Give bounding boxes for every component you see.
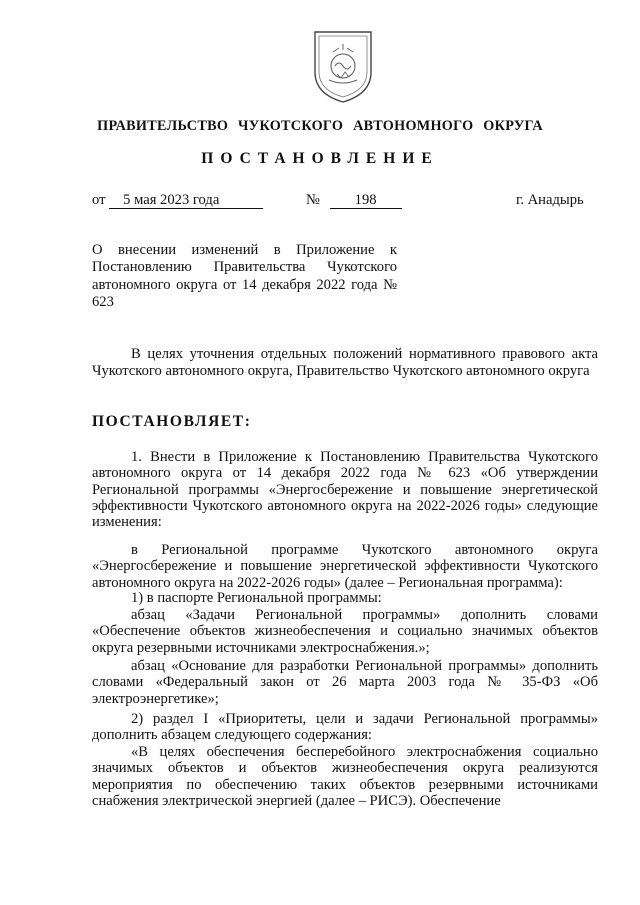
document-subject: О внесении изменений в Приложение к Постановлению Правительства Чукотского автономного округа от 14 декабря 2022 года № 623 — [92, 242, 397, 311]
preamble-paragraph: В целях уточнения отдельных положений нормативного правового акта Чукотского автономного округа, Правительство Чукотского автономного округа — [92, 346, 598, 379]
number-value: 198 — [330, 192, 402, 209]
document-date — [92, 191, 263, 209]
body-paragraph-3: 1) в паспорте Региональной программы: — [131, 590, 382, 606]
resolve-heading: ПОСТАНОВЛЯЕТ: — [92, 413, 252, 430]
document-type-title: ПОСТАНОВЛЕНИЕ — [201, 150, 439, 167]
body-paragraph-1: 1. Внести в Приложение к Постановлению Правительства Чукотского автономного округа от 14 декабря 2022 года № 623 «Об утверждении Региональной программы «Энергосбережение и повышение энергетической эффективности Чукотского автономного округа на 2022-2026 годы» следующие изменения: — [92, 449, 598, 531]
document-number — [306, 191, 402, 209]
date-value: 5 мая 2023 года — [109, 192, 263, 209]
government-title: ПРАВИТЕЛЬСТВО ЧУКОТСКОГО АВТОНОМНОГО ОКРУГА — [97, 118, 543, 134]
body-paragraph-6: 2) раздел I «Приоритеты, цели и задачи Региональной программы» дополнить абзацем следующего содержания: — [92, 711, 598, 744]
number-label: № — [306, 192, 320, 208]
date-prefix: от — [92, 192, 106, 208]
body-paragraph-2: в Региональной программе Чукотского автономного округа «Энергосбережение и повышение энергетической эффективности Чукотского автономного округа на 2022-2026 годы» (далее – Региональная программа): — [92, 542, 598, 591]
body-paragraph-5: абзац «Основание для разработки Региональной программы» дополнить словами «Федеральный закон от 26 марта 2003 года № 35-ФЗ «Об электроэнергетике»; — [92, 658, 598, 707]
body-paragraph-4: абзац «Задачи Региональной программы» дополнить словами «Обеспечение объектов жизнеобеспечения и социально значимых объектов округа резервными источниками электроснабжения.»; — [92, 607, 598, 656]
document-city: г. Анадырь — [516, 192, 584, 208]
coat-of-arms-emblem — [309, 28, 377, 106]
body-paragraph-7: «В целях обеспечения бесперебойного электроснабжения социально значимых объектов и объектов жизнеобеспечения округа реализуются мероприятия по обеспечению таких объектов резервными источниками снабжения электрической энергией (далее – РИСЭ). Обеспечение — [92, 744, 598, 809]
